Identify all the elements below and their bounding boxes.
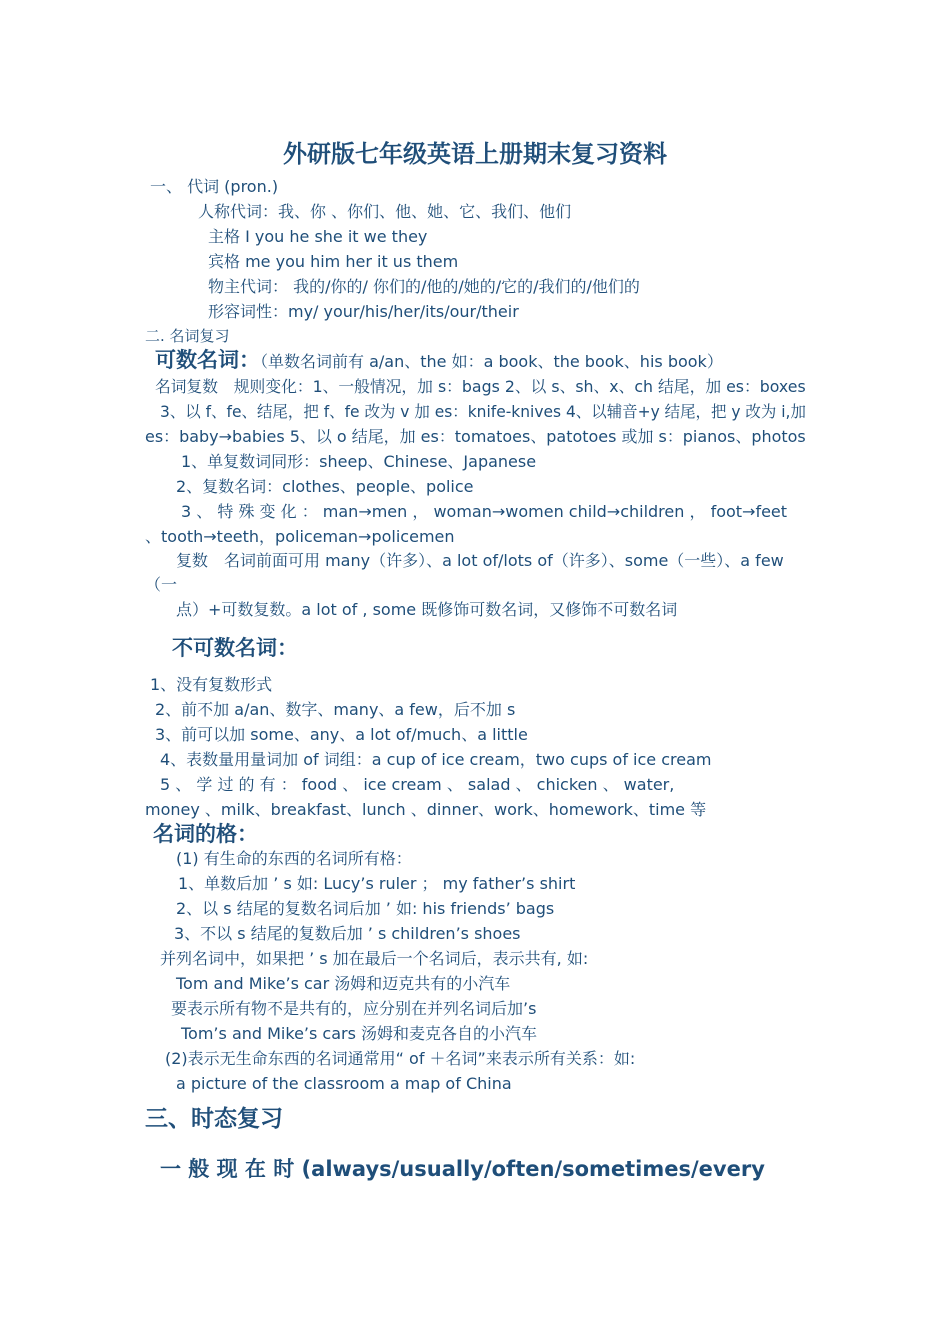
plural-rules-line-2: 3、以 f、fe、结尾，把 f、fe 改为 v 加 es：knife-knives 4、以辅音+y 结尾，把 y 改为 i,加 <box>160 402 806 421</box>
separate-possession-example: Tom’s and Mike’s cars 汤姆和麦克各自的小汽车 <box>181 1024 538 1043</box>
possessive-rule-1b: 2、以 s 结尾的复数名词后加 ’ 如: his friends’ bags <box>176 899 555 918</box>
countable-modifiers-wrap: （一 <box>145 575 178 594</box>
possessive-rule-1: (1) 有生命的东西的名词所有格： <box>176 849 412 868</box>
present-simple-heading: 一 般 现 在 时 (always/usually/often/sometimes/every <box>160 1157 765 1181</box>
same-form-line: 1、单复数词同形：sheep、Chinese、Japanese <box>181 452 537 471</box>
irregular-plural-line-2: 、tooth→teeth，policeman→policemen <box>145 527 455 546</box>
countable-modifiers-line-1: 复数 名词前面可用 many（许多）、a lot of/lots of（许多）、some（一些）、a few <box>176 551 784 570</box>
section-2-heading: 二. 名词复习 <box>145 327 230 345</box>
joint-possession-example: Tom and Mike’s car 汤姆和迈克共有的小汽车 <box>176 974 511 993</box>
plural-only-line: 2、复数名词：clothes、people、police <box>176 477 474 496</box>
separate-possession-line: 要表示所有物不是共有的，应分别在并列名词后加’s <box>171 999 537 1018</box>
uncountable-nouns-title: 不可数名词： <box>172 636 298 660</box>
joint-possession-line: 并列名词中，如果把 ’ s 加在最后一个名词后，表示共有, 如: <box>160 949 589 968</box>
possessive-pronouns-line: 物主代词： 我的/你的/ 你们的/他的/她的/它的/我们的/他们的 <box>208 277 640 296</box>
subject-case-line: 主格 I you he she it we they <box>208 227 428 246</box>
object-case-line: 宾格 me you him her it us them <box>208 252 459 271</box>
personal-pronouns-line: 人称代词：我、你 、你们、他、她、它、我们、他们 <box>198 202 572 221</box>
possessive-rule-2: (2)表示无生命东西的名词通常用“ of ＋名词”来表示所有关系：如: <box>165 1049 636 1068</box>
irregular-plural-line-1: 3 、 特 殊 变 化 ： man→men ， woman→women child→children ， foot→feet <box>181 502 788 521</box>
uncountable-rule-5b: money 、milk、breakfast、lunch 、dinner、work、homework、time 等 <box>145 800 707 819</box>
countable-nouns-title: 可数名词： <box>155 348 260 372</box>
section-1-heading: 一、 代词 (pron.) <box>150 177 279 196</box>
plural-rules-line-1: 名词复数 规则变化：1、一般情况，加 s：bags 2、以 s、sh、x、ch 结尾，加 es：boxes <box>155 377 806 396</box>
possessive-rule-1a: 1、单数后加 ’ s 如: Lucy’s ruler ； my father’s shirt <box>178 874 576 893</box>
countable-nouns-line <box>155 346 723 374</box>
adjective-possessive-line: 形容词性：my/ your/his/her/its/our/their <box>208 302 519 321</box>
possessive-case-title: 名词的格： <box>153 822 258 846</box>
section-3-heading: 三、时态复习 <box>145 1106 283 1132</box>
countable-nouns-note: （单数名词前有 a/an、the 如：a book、the book、his book） <box>260 352 723 371</box>
uncountable-rule-2: 2、前不加 a/an、数字、many、a few，后不加 s <box>155 700 516 719</box>
possessive-rule-1c: 3、不以 s 结尾的复数后加 ’ s children’s shoes <box>174 924 521 943</box>
possessive-rule-2-example: a picture of the classroom a map of China <box>176 1074 512 1093</box>
uncountable-rule-3: 3、前可以加 some、any、a lot of/much、a little <box>155 725 528 744</box>
plural-rules-line-3: es：baby→babies 5、以 o 结尾，加 es：tomatoes、patotoes 或加 s：pianos、photos <box>145 427 806 446</box>
uncountable-rule-4: 4、表数量用量词加 of 词组：a cup of ice cream，two cups of ice cream <box>160 750 712 769</box>
countable-modifiers-line-2: 点）+可数复数。a lot of , some 既修饰可数名词，又修饰不可数名词 <box>176 600 678 619</box>
uncountable-rule-1: 1、没有复数形式 <box>150 675 273 694</box>
document-title: 外研版七年级英语上册期末复习资料 <box>283 139 667 168</box>
uncountable-rule-5a: 5 、 学 过 的 有 ： food 、 ice cream 、 salad 、 chicken 、 water, <box>160 775 675 794</box>
